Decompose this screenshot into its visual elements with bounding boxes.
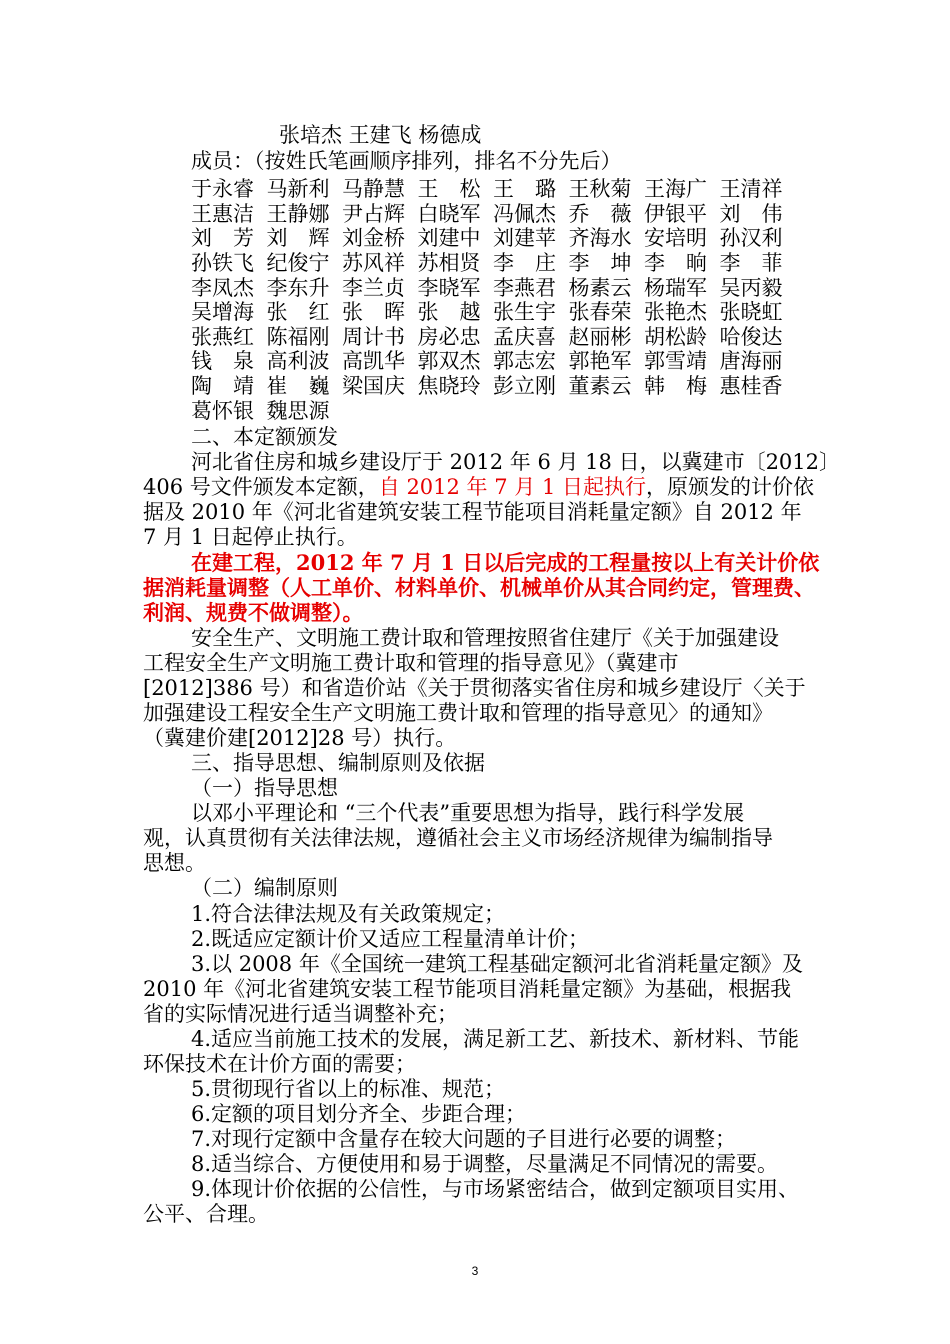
members-row <box>191 202 795 227</box>
paragraph-4-line-1: 以邓小平理论和 “三个代表”重要思想为指导，践行科学发展 <box>191 801 745 825</box>
members-row <box>191 374 795 399</box>
member-name: 李 晌 <box>644 251 707 276</box>
member-name: 高凯华 <box>342 349 405 374</box>
member-name: 吴增海 <box>191 300 254 325</box>
member-name: 白晓军 <box>417 201 481 226</box>
paragraph-4-line-2: 观，认真贯彻有关法律法规，遵循社会主义市场经济规律为编制指导 <box>143 826 773 850</box>
page-number: 3 <box>471 1264 479 1278</box>
member-name: 魏思源 <box>266 398 330 423</box>
members-row <box>191 300 795 325</box>
member-name: 纪俊宁 <box>266 251 330 276</box>
member-name: 刘 芳 <box>191 226 254 251</box>
red-notice-line-1: 在建工程，2012 年 7 月 1 日以后完成的工程量按以上有关计价依 <box>191 550 820 575</box>
principle-8: 8.适当综合、方便使用和易于调整，尽量满足不同情况的需要。 <box>191 1152 779 1176</box>
members-row <box>191 177 795 202</box>
member-name: 惠桂香 <box>719 374 783 399</box>
header-names: 张培杰 王建飞 杨德成 <box>279 123 482 147</box>
member-name: 房必忠 <box>417 324 481 349</box>
member-name: 尹占辉 <box>342 201 405 226</box>
member-name: 郭艳军 <box>568 349 632 374</box>
member-name: 钱 泉 <box>191 349 254 374</box>
section-2-title: 二、本定额颁发 <box>191 425 338 449</box>
member-name: 张燕红 <box>191 324 254 349</box>
member-name: 马新利 <box>266 177 330 202</box>
member-name: 伊银平 <box>644 201 707 226</box>
member-name: 王静娜 <box>266 201 330 226</box>
members-row <box>191 398 795 423</box>
member-name: 王 璐 <box>493 177 556 202</box>
subsection-1-title: （一）指导思想 <box>191 776 338 800</box>
paragraph-1-line-4: 7 月 1 日起停止执行。 <box>143 525 358 549</box>
member-name: 陶 靖 <box>191 374 254 399</box>
member-name: 杨瑞军 <box>644 275 707 300</box>
paragraph-1-text-c: ，原颁发的计价依 <box>645 475 814 499</box>
member-name: 李凤杰 <box>191 275 254 300</box>
principle-2: 2.既适应定额计价又适应工程量清单计价； <box>191 927 590 951</box>
member-name: 安培明 <box>644 226 707 251</box>
member-name: 董素云 <box>568 374 632 399</box>
member-name: 刘 辉 <box>266 226 330 251</box>
member-name: 张艳杰 <box>644 300 707 325</box>
member-name: 刘金桥 <box>342 226 405 251</box>
red-notice-line-2: 据消耗量调整（人工单价、材料单价、机械单价从其合同约定，管理费、 <box>143 575 815 600</box>
member-name: 梁国庆 <box>342 374 405 399</box>
principle-9-line-2: 公平、合理。 <box>143 1202 269 1226</box>
member-name: 孟庆喜 <box>493 324 556 349</box>
member-name: 胡松龄 <box>644 324 707 349</box>
member-name: 苏风祥 <box>342 251 405 276</box>
paragraph-1-line-1: 河北省住房和城乡建设厅于 2012 年 6 月 18 日，以冀建市〔2012〕 <box>191 450 841 474</box>
member-name: 苏相贤 <box>417 251 481 276</box>
member-name: 崔 巍 <box>266 374 330 399</box>
member-name: 张晓虹 <box>719 300 783 325</box>
member-name: 乔 薇 <box>568 201 632 226</box>
paragraph-3-line-4: 加强建设工程安全生产文明施工费计取和管理的指导意见〉的通知》 <box>143 701 773 725</box>
member-name: 张 红 <box>266 300 330 325</box>
member-name: 吴丙毅 <box>719 275 783 300</box>
member-name: 于永睿 <box>191 177 254 202</box>
member-name: 李燕君 <box>493 275 556 300</box>
member-name: 刘 伟 <box>719 201 783 226</box>
member-name: 李 菲 <box>719 251 783 276</box>
principle-4-line-1: 4.适应当前施工技术的发展，满足新工艺、新技术、新材料、节能 <box>191 1027 800 1051</box>
member-name: 彭立刚 <box>493 374 556 399</box>
member-name: 李 坤 <box>568 251 632 276</box>
member-name: 杨素云 <box>568 275 632 300</box>
member-name: 王 松 <box>417 177 481 202</box>
member-name: 哈俊达 <box>719 324 783 349</box>
effective-date-highlight: 自 2012 年 7 月 1 日起执行 <box>378 475 646 499</box>
member-name: 李兰贞 <box>342 275 405 300</box>
member-name: 李晓军 <box>417 275 481 300</box>
member-name: 郭雪靖 <box>644 349 707 374</box>
principle-3-line-1: 3.以 2008 年《全国统一建筑工程基础定额河北省消耗量定额》及 <box>191 952 803 976</box>
member-name: 王清祥 <box>719 177 783 202</box>
member-name: 王惠洁 <box>191 201 254 226</box>
member-name: 张生宇 <box>493 300 556 325</box>
members-row <box>191 226 795 251</box>
principle-7: 7.对现行定额中含量存在较大问题的子目进行必要的调整； <box>191 1127 737 1151</box>
members-row <box>191 251 795 276</box>
member-name: 张 晖 <box>342 300 405 325</box>
paragraph-3-line-3: [2012]386 号）和省造价站《关于贯彻落实省住房和城乡建设厅〈关于 <box>143 676 806 700</box>
member-name: 韩 梅 <box>644 374 707 399</box>
paragraph-3-line-5: （冀建价建[2012]28 号）执行。 <box>143 726 457 750</box>
principle-3-line-2: 2010 年《河北省建筑安装工程节能项目消耗量定额》为基础，根据我 <box>143 977 792 1001</box>
paragraph-3-line-2: 工程安全生产文明施工费计取和管理的指导意见》（冀建市 <box>143 651 679 675</box>
member-name: 焦晓玲 <box>417 374 481 399</box>
members-row <box>191 275 795 300</box>
member-name: 刘建苹 <box>493 226 556 251</box>
principle-3-line-3: 省的实际情况进行适当调整补充； <box>143 1002 458 1026</box>
principle-9-line-1: 9.体现计价依据的公信性，与市场紧密结合，做到定额项目实用、 <box>191 1177 800 1201</box>
member-name: 冯佩杰 <box>493 201 556 226</box>
member-name: 孙汉利 <box>719 226 783 251</box>
member-name: 孙铁飞 <box>191 251 254 276</box>
paragraph-1-line-3: 据及 2010 年《河北省建筑安装工程节能项目消耗量定额》自 2012 年 <box>143 500 802 524</box>
member-name: 张春荣 <box>568 300 632 325</box>
subsection-2-title: （二）编制原则 <box>191 876 338 900</box>
member-name: 郭志宏 <box>493 349 556 374</box>
member-name: 唐海丽 <box>719 349 783 374</box>
member-name: 刘建中 <box>417 226 481 251</box>
member-name: 李东升 <box>266 275 330 300</box>
principle-5: 5.贯彻现行省以上的标准、规范； <box>191 1077 506 1101</box>
member-name: 陈福刚 <box>266 324 330 349</box>
section-3-title: 三、指导思想、编制原则及依据 <box>191 751 485 775</box>
member-name: 李 庄 <box>493 251 556 276</box>
paragraph-4-line-3: 思想。 <box>143 851 206 875</box>
members-grid <box>191 177 795 423</box>
paragraph-1-line-2 <box>143 474 814 500</box>
red-notice-line-3: 利润、规费不做调整）。 <box>143 600 364 625</box>
member-name: 王海广 <box>644 177 707 202</box>
principle-6: 6.定额的项目划分齐全、步距合理； <box>191 1102 527 1126</box>
principle-1: 1.符合法律法规及有关政策规定； <box>191 902 506 926</box>
member-name: 马静慧 <box>342 177 405 202</box>
members-row <box>191 349 795 374</box>
principle-4-line-2: 环保技术在计价方面的需要； <box>143 1052 416 1076</box>
members-label: 成员：（按姓氏笔画顺序排列，排名不分先后） <box>191 149 622 173</box>
member-name: 赵丽彬 <box>568 324 632 349</box>
member-name: 周计书 <box>342 324 405 349</box>
members-row <box>191 325 795 350</box>
member-name: 葛怀银 <box>191 398 254 423</box>
paragraph-3-line-1: 安全生产、文明施工费计取和管理按照省住建厅《关于加强建设 <box>191 626 779 650</box>
paragraph-1-text-a: 406 号文件颁发本定额， <box>143 475 379 499</box>
member-name: 王秋菊 <box>568 177 632 202</box>
member-name: 张 越 <box>417 300 481 325</box>
member-name: 高利波 <box>266 349 330 374</box>
member-name: 郭双杰 <box>417 349 481 374</box>
member-name: 齐海水 <box>568 226 632 251</box>
